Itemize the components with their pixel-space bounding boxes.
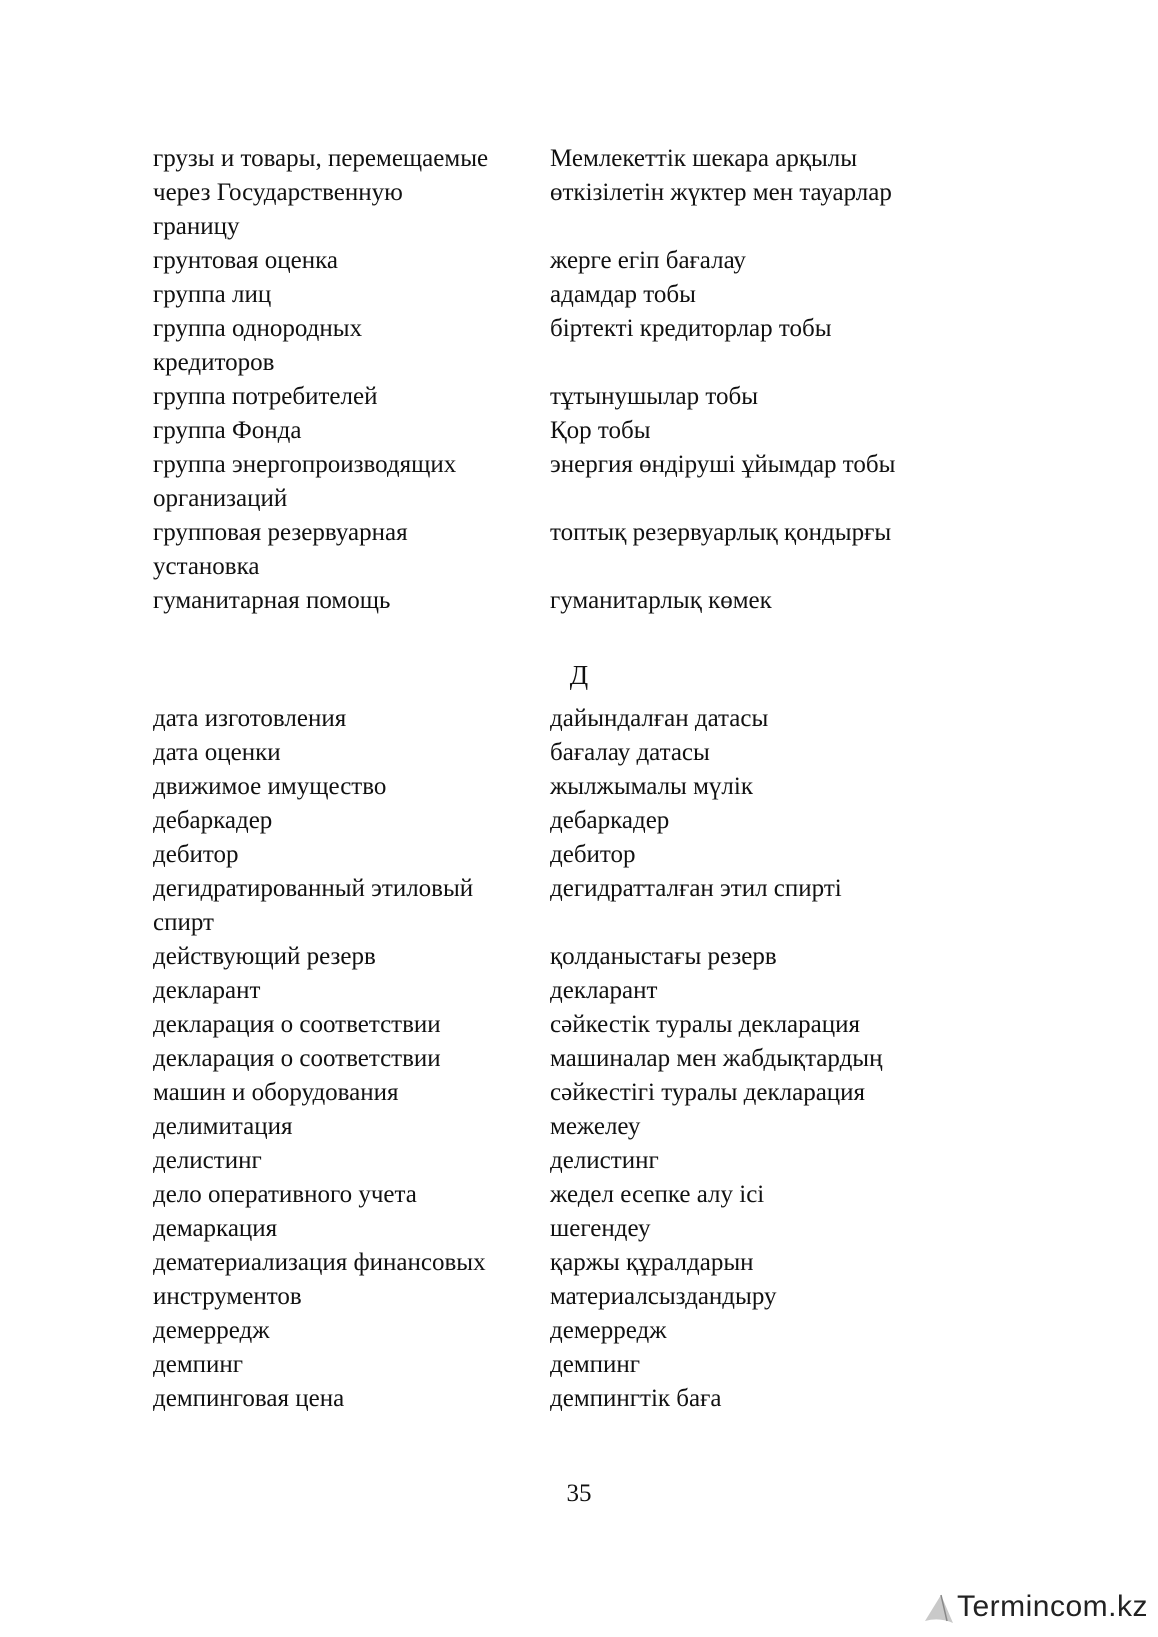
entry-row [153, 1178, 953, 1212]
russian-term: установка [153, 553, 260, 580]
russian-term: декларация о соответствии [153, 1011, 441, 1038]
kazakh-term: қолданыстағы резерв [550, 943, 777, 970]
russian-term: организаций [153, 485, 288, 512]
section-letter: Д [569, 660, 589, 690]
russian-term: машин и оборудования [153, 1079, 399, 1106]
kazakh-term: жерге егіп бағалау [550, 247, 746, 274]
entry-row [153, 940, 953, 974]
kazakh-term: жедел есепке алу ісі [550, 1181, 765, 1208]
entry-row [153, 380, 953, 414]
kazakh-term: сәйкестігі туралы декларация [550, 1079, 866, 1106]
kazakh-term: өткізілетін жүктер мен тауарлар [550, 179, 892, 206]
entry-row [153, 516, 953, 550]
russian-term: инструментов [153, 1283, 302, 1310]
entry-row [153, 1212, 953, 1246]
kazakh-term: демпингтік баға [550, 1385, 722, 1412]
russian-term: кредиторов [153, 349, 275, 376]
entry-row [153, 550, 953, 584]
kazakh-term: адамдар тобы [550, 281, 696, 308]
russian-term: группа Фонда [153, 417, 302, 444]
russian-term: дебаркадер [153, 807, 273, 834]
russian-term: делистинг [153, 1147, 262, 1174]
entry-row [153, 1382, 953, 1416]
kazakh-term: дегидратталған этил спирті [550, 875, 842, 902]
russian-term: действующий резерв [153, 943, 376, 970]
watermark-logo [921, 1585, 1148, 1629]
russian-term: дематериализация финансовых [153, 1249, 486, 1276]
kazakh-term: демпинг [550, 1351, 641, 1378]
russian-term: групповая резервуарная [153, 519, 408, 546]
russian-term: группа энергопроизводящих [153, 451, 457, 478]
kazakh-term: декларант [550, 977, 658, 1004]
sail-icon [921, 1587, 957, 1627]
russian-term: группа лиц [153, 281, 272, 308]
russian-term: гуманитарная помощь [153, 587, 391, 614]
entries-bottom [153, 702, 953, 1416]
entry-row [153, 1144, 953, 1178]
kazakh-term: материалсыздандыру [550, 1283, 777, 1310]
kazakh-term: біртекті кредиторлар тобы [550, 315, 832, 342]
entry-row [153, 278, 953, 312]
kazakh-term: бағалау датасы [550, 739, 710, 766]
kazakh-term: дебитор [550, 841, 636, 868]
russian-term: грунтовая оценка [153, 247, 338, 274]
entry-row [153, 974, 953, 1008]
entry-row [153, 210, 953, 244]
kazakh-term: топтық резервуарлық қондырғы [550, 519, 892, 546]
kazakh-term: жылжымалы мүлік [550, 773, 753, 800]
entry-row [153, 838, 953, 872]
kazakh-term: дебаркадер [550, 807, 670, 834]
russian-term: движимое имущество [153, 773, 387, 800]
russian-term: дегидратированный этиловый [153, 875, 474, 902]
russian-term: демерредж [153, 1317, 270, 1344]
russian-term: через Государственную [153, 179, 403, 206]
russian-term: делимитация [153, 1113, 293, 1140]
kazakh-term: Қор тобы [550, 417, 651, 444]
entry-row [153, 1076, 953, 1110]
kazakh-term: демерредж [550, 1317, 667, 1344]
entry-row [153, 906, 953, 940]
russian-term: дебитор [153, 841, 239, 868]
entry-row [153, 312, 953, 346]
russian-term: группа потребителей [153, 383, 378, 410]
entry-row [153, 482, 953, 516]
entry-row [153, 1246, 953, 1280]
kazakh-term: сәйкестік туралы декларация [550, 1011, 860, 1038]
entry-row [153, 702, 953, 736]
russian-term: демпинг [153, 1351, 244, 1378]
entry-row [153, 872, 953, 906]
entry-row [153, 1348, 953, 1382]
entry-row [153, 1110, 953, 1144]
russian-term: демаркация [153, 1215, 278, 1242]
kazakh-term: межелеу [550, 1113, 641, 1140]
entry-row [153, 176, 953, 210]
kazakh-term: Мемлекеттік шекара арқылы [550, 145, 858, 172]
kazakh-term: энергия өндіруші ұйымдар тобы [550, 451, 896, 478]
kazakh-term: машиналар мен жабдықтардың [550, 1045, 883, 1072]
page-number: 35 [566, 1480, 592, 1507]
entry-row [153, 414, 953, 448]
russian-term: дело оперативного учета [153, 1181, 417, 1208]
entry-row [153, 448, 953, 482]
entry-row [153, 770, 953, 804]
entry-row [153, 584, 953, 618]
entry-row [153, 1008, 953, 1042]
watermark-text: Termincom.kz [956, 1590, 1148, 1623]
kazakh-term: дайындалған датасы [550, 705, 769, 732]
russian-term: декларант [153, 977, 261, 1004]
russian-term: грузы и товары, перемещаемые [153, 145, 489, 172]
entry-row [153, 1280, 953, 1314]
russian-term: спирт [153, 909, 214, 936]
russian-term: дата оценки [153, 739, 281, 766]
russian-term: дата изготовления [153, 705, 347, 732]
russian-term: группа однородных [153, 315, 363, 342]
kazakh-term: тұтынушылар тобы [550, 383, 759, 410]
russian-term: декларация о соответствии [153, 1045, 441, 1072]
entry-row [153, 244, 953, 278]
kazakh-term: гуманитарлық көмек [550, 587, 772, 614]
kazakh-term: шегендеу [550, 1215, 651, 1242]
entry-row [153, 346, 953, 380]
entry-row [153, 1314, 953, 1348]
russian-term: демпинговая цена [153, 1385, 345, 1412]
entry-row [153, 142, 953, 176]
russian-term: границу [153, 213, 240, 240]
kazakh-term: делистинг [550, 1147, 659, 1174]
kazakh-term: қаржы құралдарын [550, 1249, 754, 1276]
entry-row [153, 804, 953, 838]
entry-row [153, 1042, 953, 1076]
entries-top [153, 142, 953, 618]
entry-row [153, 736, 953, 770]
